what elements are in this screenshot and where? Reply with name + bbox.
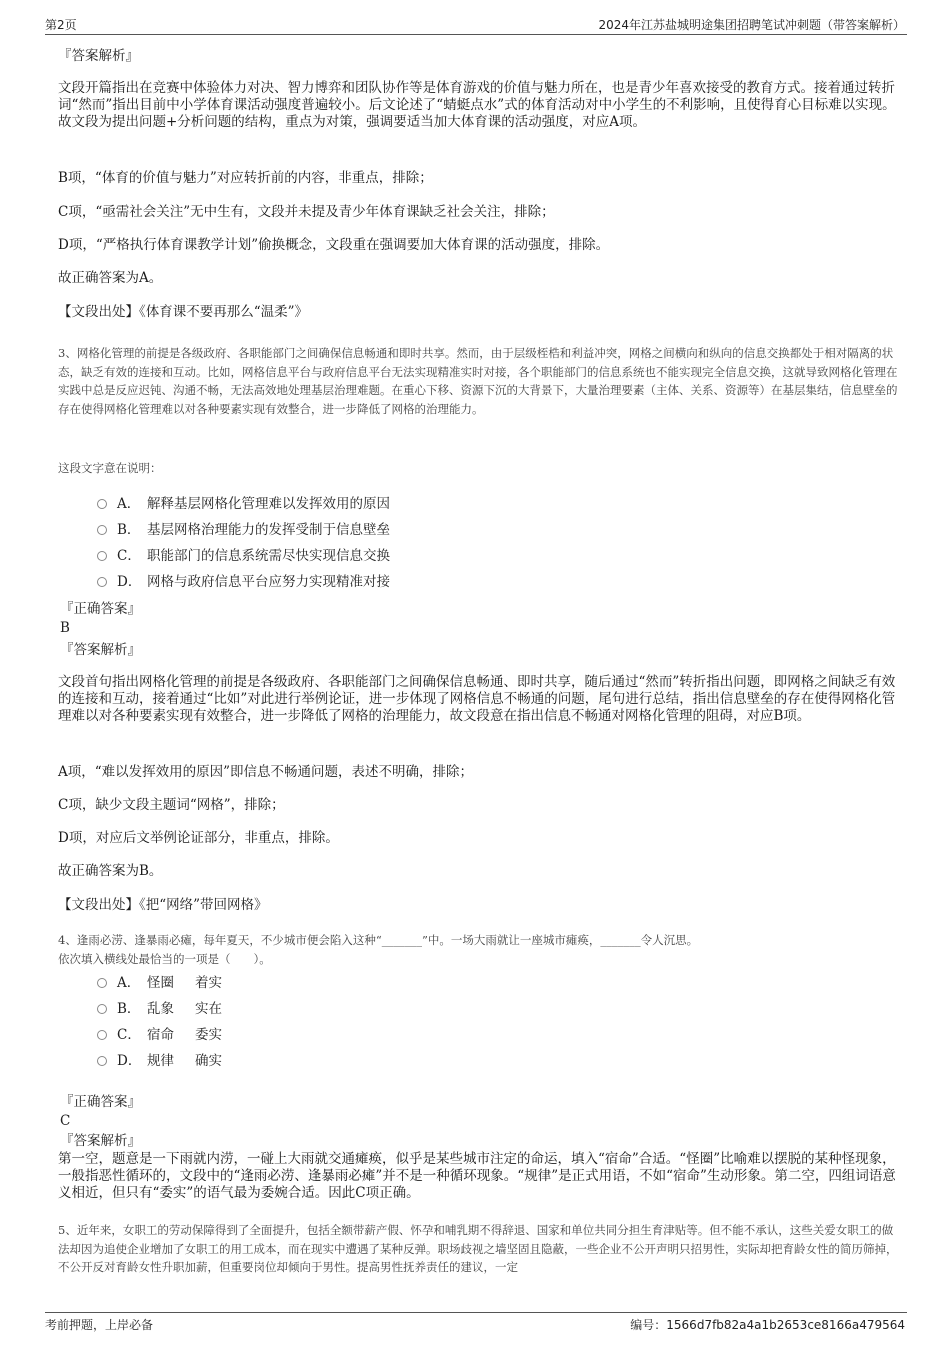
q3-analysis-p1: 文段首句指出网格化管理的前提是各级政府、各职能部门之间确保信息畅通、即时共享，随后通过“然而”转折指出问题，即网格之间缺乏有效的连接和互动，接着通过“比如”对此进行举例论证，进一步体现了网格信息不畅通的问题，尾句进行总结，指出信息壁垒的存在使得网格化管理难以对各种要素实现有效整合，进一步降低了网格的治理能力，故文段意在指出信息不畅通对网格化管理的阻碍，对应B项。 [58,674,896,724]
q2-analysis-label: 『答案解析』 [58,48,139,64]
page-footer [45,1312,907,1333]
q4-answer-label: 『正确答案』 [60,1094,141,1110]
q4-option-c[interactable]: C． 宿命 委实 [97,1026,222,1044]
q3-option-c[interactable]: C． 职能部门的信息系统需尽快实现信息交换 [97,547,390,565]
q4-option-a[interactable]: A． 怪圈 着实 [97,974,222,992]
footer-slogan: 考前押题，上岸必备 [45,1318,154,1332]
q3-option-b[interactable]: B． 基层网格治理能力的发挥受制于信息壁垒 [97,521,390,539]
q5-stem: 5、近年来，女职工的劳动保障得到了全面提升，包括全额带薪产假、怀孕和哺乳期不得辞退、国家和单位共同分担生育津贴等。但不能不承认，这些关爱女职工的做法却因为追使企业增加了女职工的用工成本，而在现实中遭遇了某种反弹。职场歧视之墙坚固且隐蔽，一些企业不公开声明只招男性，实际却把育龄女性的简历筛掉，不公开反对育龄女性升职加薪，但重要岗位却倾向于男性。提高男性抚养责任的建议，一定 [58,1223,898,1274]
q4-stem: 4、逢雨必涝、逢暴雨必瘫，每年夏天，不少城市便会陷入这种“_______”中。一场大雨就让一座城市瘫痪，_______令人沉思。 [58,933,699,947]
q3-option-a[interactable]: A． 解释基层网格化管理难以发挥效用的原因 [97,495,390,513]
radio-icon[interactable] [97,1004,107,1014]
q4-prompt: 依次填入横线处最恰当的一项是（ ）。 [58,952,271,966]
page-number: 第2页 [45,18,77,32]
q4-option-b[interactable]: B． 乱象 实在 [97,1000,222,1018]
q3-prompt: 这段文字意在说明： [58,461,162,475]
q4-analysis-label: 『答案解析』 [60,1133,141,1149]
q2-analysis-p3: C项，“亟需社会关注”无中生有，文段并未提及青少年体育课缺乏社会关注，排除； [58,204,555,220]
q2-analysis-p1: 文段开篇指出在竞赛中体验体力对决、智力博弈和团队协作等是体育游戏的价值与魅力所在，也是青少年喜欢接受的教育方式。接着通过转折词“然而”指出目前中小学体育课活动强度普遍较小。后文论述了“蜻蜓点水”式的体育活动对中小学生的不利影响，且使得育心目标难以实现。故文段为提出问题+分析问题的结构，重点为对策，强调要适当加大体育课的活动强度，对应A项。 [58,80,896,130]
q2-analysis-p2: B项，“体育的价值与魅力”对应转折前的内容，非重点，排除； [58,170,433,186]
footer-serial: 编号：1566d7fb82a4a1b2653ce8166a479564 [630,1318,905,1332]
q3-source: 【文段出处】《把“网络”带回网格》 [58,897,268,913]
radio-icon[interactable] [97,551,107,561]
q4-option-d[interactable]: D． 规律 确实 [97,1052,222,1070]
q3-stem: 3、网格化管理的前提是各级政府、各职能部门之间确保信息畅通和即时共享。然而，由于层级桎梏和利益冲突，网格之间横向和纵向的信息交换都处于相对隔离的状态，缺乏有效的连接和互动。比如，网格信息平台与政府信息平台无法实现精准实时对接，各个职能部门的信息系统也不能实现完全信息交换，这就导致网格化管理在实践中总是反应迟钝、沟通不畅，无法高效地处理基层治理难题。在重心下移、资源下沉的大背景下，大量治理要素（主体、关系、资源等）在基层集结，信息壁垒的存在使得网格化管理难以对各种要素实现有效整合，进一步降低了网格的治理能力。 [58,346,898,416]
q3-option-d[interactable]: D． 网格与政府信息平台应努力实现精准对接 [97,573,390,591]
q3-analysis-conclusion: 故正确答案为B。 [58,863,163,879]
radio-icon[interactable] [97,577,107,587]
q3-analysis-label: 『答案解析』 [60,642,141,658]
radio-icon[interactable] [97,1030,107,1040]
q4-analysis: 第一空，题意是一下雨就内涝，一碰上大雨就交通瘫痪，似乎是某些城市注定的命运，填入“宿命”合适。“怪圈”比喻难以摆脱的某种怪现象，一般指恶性循环的，文段中的“逢雨必涝、逢暴雨必瘫”并不是一种循环现象。“规律”是正式用语，不如“宿命”生动形象。第二空，四组词语意义相近，但只有“委实”的语气最为委婉合适。因此C项正确。 [58,1151,896,1201]
radio-icon[interactable] [97,499,107,509]
q3-answer-label: 『正确答案』 [60,601,141,617]
q3-answer: B [60,620,70,636]
q4-answer: C [60,1113,71,1129]
q3-analysis-p3: C项，缺少文段主题词“网格”，排除； [58,797,285,813]
q2-source: 【文段出处】《体育课不要再那么“温柔”》 [58,304,309,320]
page-header [45,14,907,35]
radio-icon[interactable] [97,525,107,535]
document-title: 2024年江苏盐城明途集团招聘笔试冲刺题（带答案解析） [598,18,905,32]
q3-analysis-p4: D项，对应后文举例论证部分，非重点，排除。 [58,830,339,846]
q2-analysis-conclusion: 故正确答案为A。 [58,270,163,286]
q2-analysis-p4: D项，“严格执行体育课教学计划”偷换概念，文段重在强调要加大体育课的活动强度，排除。 [58,237,610,253]
q3-analysis-p2: A项，“难以发挥效用的原因”即信息不畅通问题，表述不明确，排除； [58,764,474,780]
radio-icon[interactable] [97,1056,107,1066]
radio-icon[interactable] [97,978,107,988]
